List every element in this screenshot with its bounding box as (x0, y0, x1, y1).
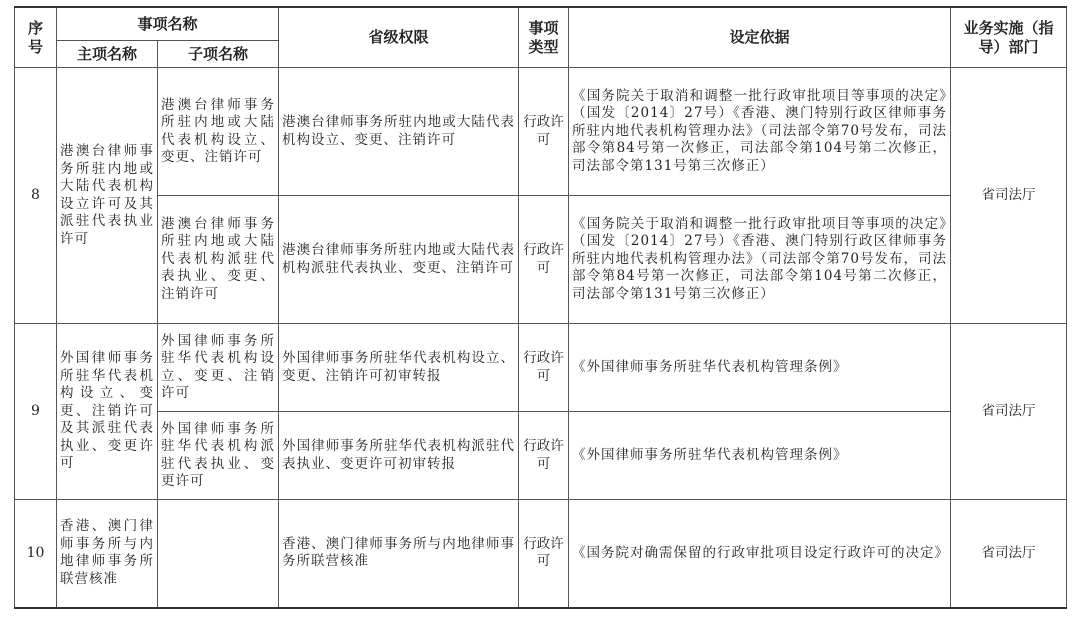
sub-item-name: 港澳台律师事务所驻内地或大陆代表机构派驻代表执业、变更、注销许可 (158, 196, 279, 324)
sub-item-name: 港澳台律师事务所驻内地或大陆代表机构设立、变更、注销许可 (158, 68, 279, 196)
header-item-name: 事项名称 (57, 7, 279, 41)
header-department: 业务实施（指导）部门 (951, 7, 1067, 68)
header-row-1 (15, 7, 1067, 41)
item-type: 行政许可 (519, 68, 569, 196)
header-seq: 序号 (15, 7, 57, 68)
provincial-authority: 港澳台律师事务所驻内地或大陆代表机构设立、变更、注销许可 (279, 68, 519, 196)
administrative-permit-table (14, 6, 1067, 609)
main-item-name: 港澳台律师事务所驻内地或大陆代表机构设立许可及其派驻代表执业许可 (57, 68, 158, 324)
table-row (15, 412, 1067, 500)
provincial-authority: 香港、澳门律师事务所与内地律师事务所联营核准 (279, 500, 519, 608)
sub-item-name: 外国律师事务所驻华代表机构派驻代表执业、变更许可 (158, 412, 279, 500)
legal-basis: 《外国律师事务所驻华代表机构管理条例》 (569, 412, 951, 500)
table-row (15, 324, 1067, 412)
header-authority: 省级权限 (279, 7, 519, 68)
header-item-type: 事项类型 (519, 7, 569, 68)
row-number: 10 (15, 500, 57, 608)
table-row (15, 500, 1067, 608)
permit-table-container (14, 6, 1066, 609)
legal-basis: 《外国律师事务所驻华代表机构管理条例》 (569, 324, 951, 412)
row-number: 8 (15, 68, 57, 324)
table-row (15, 68, 1067, 196)
legal-basis: 《国务院对确需保留的行政审批项目设定行政许可的决定》 (569, 500, 951, 608)
item-type: 行政许可 (519, 324, 569, 412)
main-item-name: 外国律师事务所驻华代表机构设立、变更、注销许可及其派驻代表执业、变更许可 (57, 324, 158, 500)
provincial-authority: 外国律师事务所驻华代表机构设立、变更、注销许可初审转报 (279, 324, 519, 412)
item-type: 行政许可 (519, 196, 569, 324)
item-type: 行政许可 (519, 500, 569, 608)
table-row (15, 196, 1067, 324)
provincial-authority: 港澳台律师事务所驻内地或大陆代表机构派驻代表执业、变更、注销许可 (279, 196, 519, 324)
legal-basis: 《国务院关于取消和调整一批行政审批项目等事项的决定》（国发〔2014〕27号）《香港、澳门特别行政区律师事务所驻内地代表机构管理办法》（司法部令第70号发布，司法部令第84号第一次修正，司法部令第104号第二次修正，司法部令第131号第三次修正） (569, 68, 951, 196)
item-type: 行政许可 (519, 412, 569, 500)
legal-basis: 《国务院关于取消和调整一批行政审批项目等事项的决定》（国发〔2014〕27号）《香港、澳门特别行政区律师事务所驻内地代表机构管理办法》（司法部令第70号发布，司法部令第84号第一次修正，司法部令第104号第二次修正，司法部令第131号第三次修正） (569, 196, 951, 324)
header-basis: 设定依据 (569, 7, 951, 68)
sub-item-name: 外国律师事务所驻华代表机构设立、变更、注销许可 (158, 324, 279, 412)
main-item-name: 香港、澳门律师事务所与内地律师事务所联营核准 (57, 500, 158, 608)
header-main-name: 主项名称 (57, 41, 158, 68)
row-number: 9 (15, 324, 57, 500)
header-sub-name: 子项名称 (158, 41, 279, 68)
provincial-authority: 外国律师事务所驻华代表机构派驻代表执业、变更许可初审转报 (279, 412, 519, 500)
department: 省司法厅 (951, 500, 1067, 608)
department: 省司法厅 (951, 68, 1067, 324)
department: 省司法厅 (951, 324, 1067, 500)
sub-item-name (158, 500, 279, 608)
